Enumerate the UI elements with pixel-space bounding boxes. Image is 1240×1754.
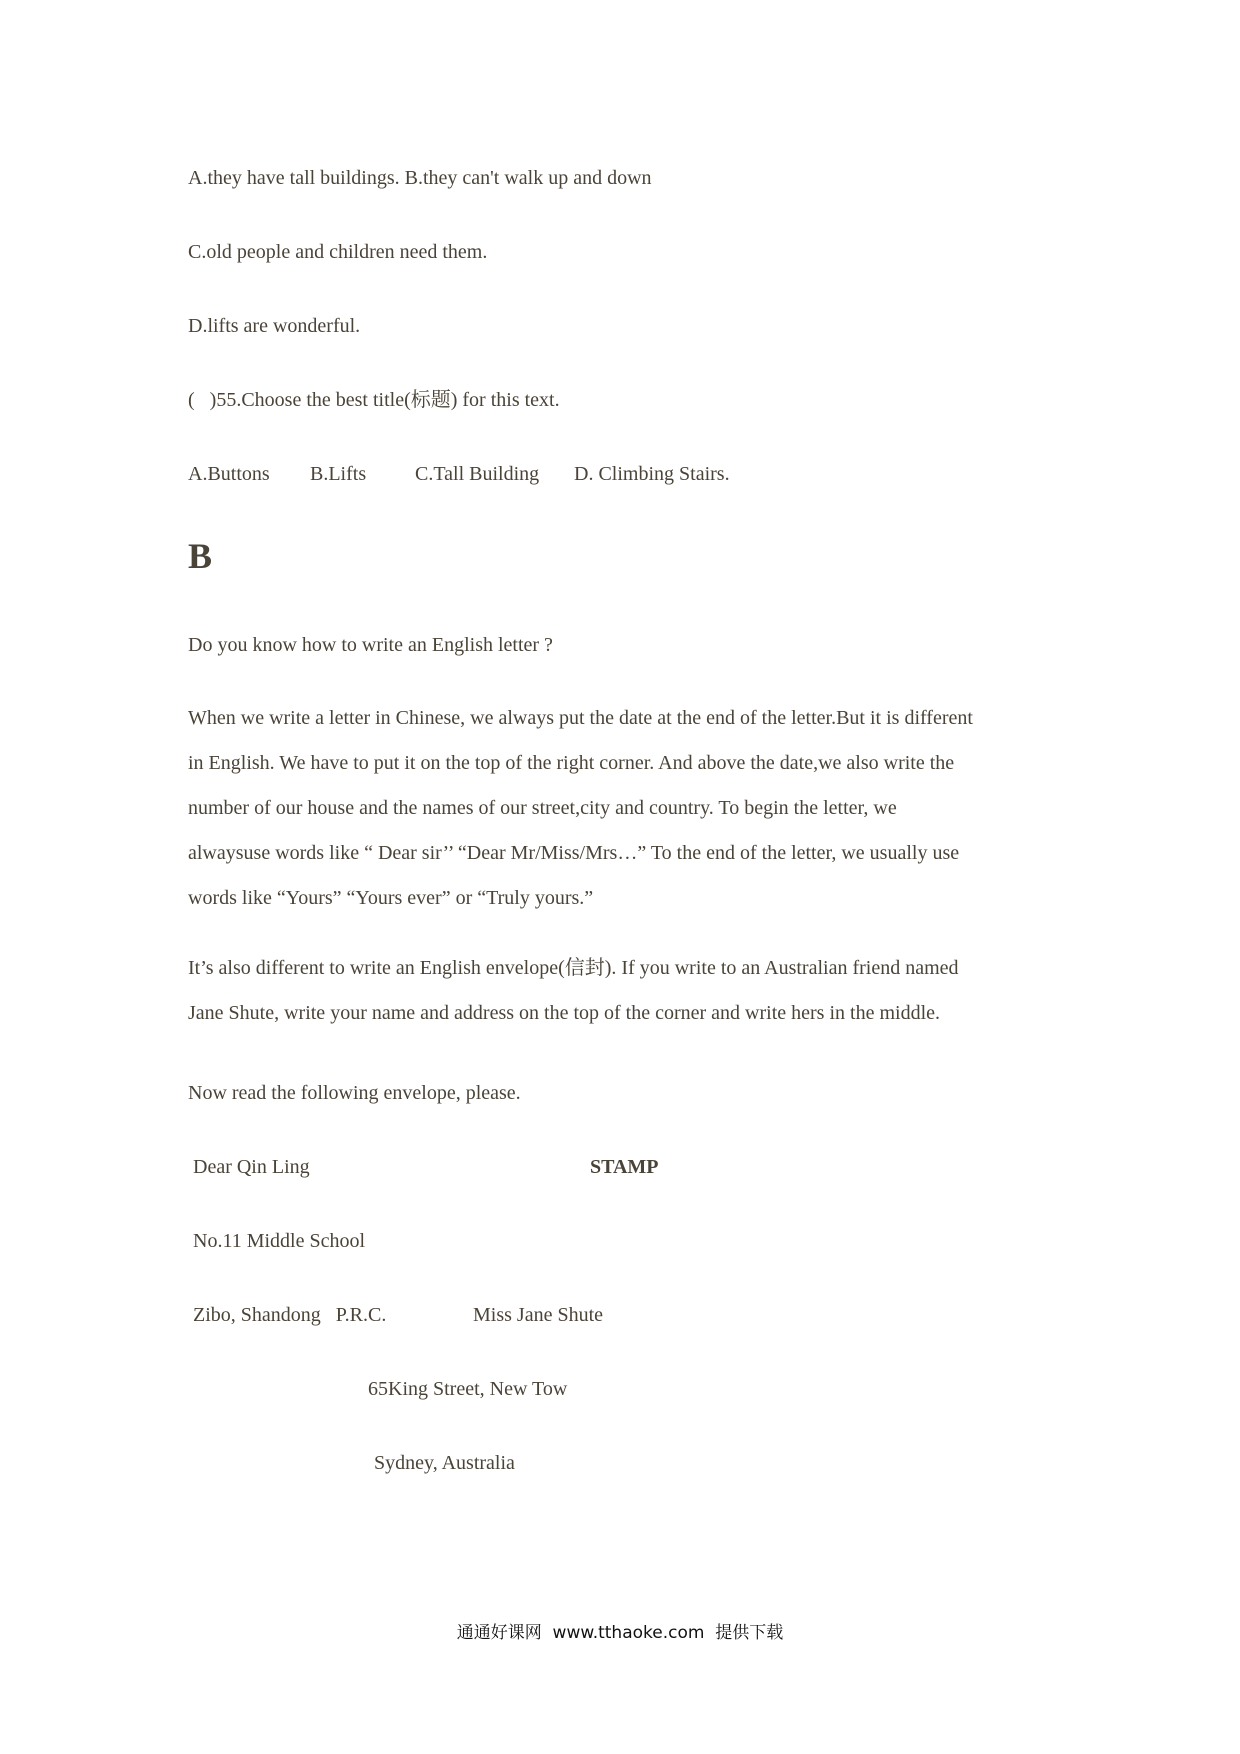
envelope-stamp: STAMP bbox=[590, 1156, 659, 1178]
envelope-sender-school: No.11 Middle School bbox=[193, 1230, 366, 1252]
section-b-intro: Do you know how to write an English letter ? bbox=[188, 634, 553, 656]
q54-option-ab: A.they have tall buildings. B.they can't walk up and down bbox=[188, 167, 652, 189]
section-b-paragraph-1 bbox=[188, 696, 1068, 921]
paragraph-1-line: alwaysuse words like “ Dear sir’’ “Dear Mr/Miss/Mrs…” To the end of the letter, we usually use bbox=[188, 842, 960, 864]
q55-option-a: A.Buttons bbox=[188, 463, 270, 485]
paragraph-2-line: Jane Shute, write your name and address on the top of the corner and write hers in the middle. bbox=[188, 1002, 941, 1024]
paragraph-1-line: words like “Yours” “Yours ever” or “Truly yours.” bbox=[188, 887, 594, 909]
paragraph-2-line: It’s also different to write an English envelope(信封). If you write to an Australian friend named bbox=[188, 957, 959, 979]
envelope-sender-city: Zibo, Shandong P.R.C. bbox=[193, 1304, 387, 1326]
q55-option-d: D. Climbing Stairs. bbox=[574, 463, 730, 485]
page-footer: 通通好课网 www.tthaoke.com 提供下载 bbox=[456, 1623, 784, 1643]
envelope-recipient-name: Miss Jane Shute bbox=[473, 1304, 603, 1326]
q55-option-c: C.Tall Building bbox=[415, 463, 540, 485]
q54-option-c: C.old people and children need them. bbox=[188, 241, 488, 263]
paragraph-1-line: When we write a letter in Chinese, we always put the date at the end of the letter.But it is different bbox=[188, 707, 973, 729]
section-b-heading: B bbox=[188, 536, 213, 576]
q55-question: ( )55.Choose the best title(标题) for this text. bbox=[188, 389, 560, 411]
q54-option-d: D.lifts are wonderful. bbox=[188, 315, 361, 337]
section-b-paragraph-2 bbox=[188, 946, 1068, 1036]
envelope-recipient-city: Sydney, Australia bbox=[374, 1452, 515, 1474]
section-b-instruction: Now read the following envelope, please. bbox=[188, 1082, 521, 1104]
q55-option-b: B.Lifts bbox=[310, 463, 367, 485]
paragraph-1-line: number of our house and the names of our street,city and country. To begin the letter, we bbox=[188, 797, 897, 819]
envelope-recipient-street: 65King Street, New Tow bbox=[368, 1378, 568, 1400]
envelope-sender-name: Dear Qin Ling bbox=[193, 1156, 310, 1178]
paragraph-1-line: in English. We have to put it on the top of the right corner. And above the date,we also write the bbox=[188, 752, 955, 774]
